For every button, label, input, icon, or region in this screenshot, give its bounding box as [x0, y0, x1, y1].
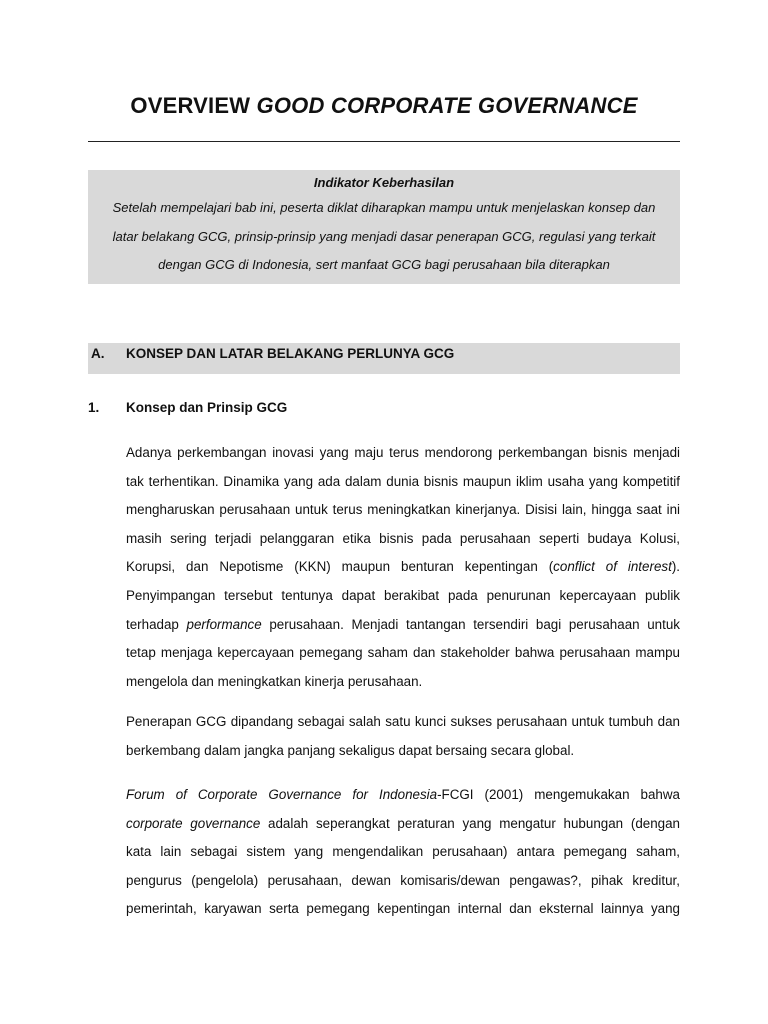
paragraph-2: [126, 708, 680, 765]
text-run-italic: corporate governance: [126, 815, 261, 831]
text-run: adalah seperangkat peraturan yang mengatur hubungan (dengan: [260, 815, 680, 831]
section-number: A.: [91, 346, 105, 361]
text-line: [126, 810, 680, 839]
text-line: tetap menjaga kepercayaan pemegang saham dan stakeholder bahwa perusahaan mampu: [126, 645, 680, 661]
page-title-plain: OVERVIEW: [130, 93, 257, 118]
text-run-italic: Forum of Corporate Governance for Indonesia: [126, 787, 438, 802]
indicator-line: Setelah mempelajari bab ini, peserta diklat diharapkan mampu untuk menjelaskan konsep dan: [112, 200, 656, 215]
text-line: pemerintah, karyawan serta pemegang kepentingan internal dan eksternal lainnya yang: [126, 901, 680, 917]
section-title: KONSEP DAN LATAR BELAKANG PERLUNYA GCG: [126, 346, 455, 361]
text-line: [126, 781, 680, 810]
text-line: mengelola dan meningkatkan kinerja perusahaan.: [126, 673, 423, 689]
text-run: -FCGI (2001) mengemukakan bahwa: [437, 787, 680, 802]
paragraph-3: [126, 781, 680, 924]
text-run: Korupsi, dan Nepotisme (KKN) maupun benturan kepentingan (: [126, 559, 554, 575]
subsection-number: 1.: [88, 400, 100, 415]
text-line: kata lain sebagai sistem yang mengendalikan perusahaan) antara pemegang saham,: [126, 844, 680, 860]
text-line: Adanya perkembangan inovasi yang maju terus mendorong perkembangan bisnis menjadi: [126, 445, 680, 460]
text-run: terhadap: [126, 616, 187, 632]
text-line: [126, 611, 680, 640]
text-run-italic: conflict of interest: [553, 559, 672, 575]
text-run: perusahaan. Menjadi tantangan tersendiri bagi perusahaan untuk: [261, 616, 680, 632]
text-line: berkembang dalam jangka panjang sekaligus dapat bersaing secara global.: [126, 742, 575, 758]
indicator-heading: Indikator Keberhasilan: [313, 175, 455, 190]
text-line: masih sering terjadi pelanggaran etika bisnis pada perusahaan seperti budaya Kolusi,: [126, 530, 680, 546]
text-line: mengharuskan perusahaan untuk terus meningkatkan kinerjanya. Disisi lain, hingga saat ini: [126, 502, 680, 518]
section-heading: [88, 343, 680, 374]
paragraph-1: [126, 439, 680, 696]
text-line: pengurus (pengelola) perusahaan, dewan komisaris/dewan pengawas?, pihak kreditur,: [126, 872, 680, 888]
text-line: [126, 553, 680, 582]
page-title: [88, 93, 680, 119]
text-run-italic: performance: [186, 616, 262, 632]
indicator-box: [88, 170, 680, 284]
page-title-italic: GOOD CORPORATE GOVERNANCE: [256, 93, 638, 118]
indicator-line: dengan GCG di Indonesia, sert manfaat GCG bagi perusahaan bila diterapkan: [158, 257, 610, 272]
text-run: ).: [671, 559, 680, 575]
title-divider: [88, 141, 680, 142]
indicator-line: latar belakang GCG, prinsip-prinsip yang menjadi dasar penerapan GCG, regulasi yang terkait: [112, 228, 656, 244]
text-line: Penyimpangan tersebut tentunya dapat berakibat pada penurunan kepercayaan publik: [126, 587, 680, 603]
text-line: Penerapan GCG dipandang sebagai salah satu kunci sukses perusahaan untuk tumbuh dan: [126, 714, 680, 729]
text-line: tak terhentikan. Dinamika yang ada dalam dunia bisnis maupun iklim usaha yang kompetitif: [126, 473, 680, 489]
subsection-title: Konsep dan Prinsip GCG: [126, 400, 288, 415]
